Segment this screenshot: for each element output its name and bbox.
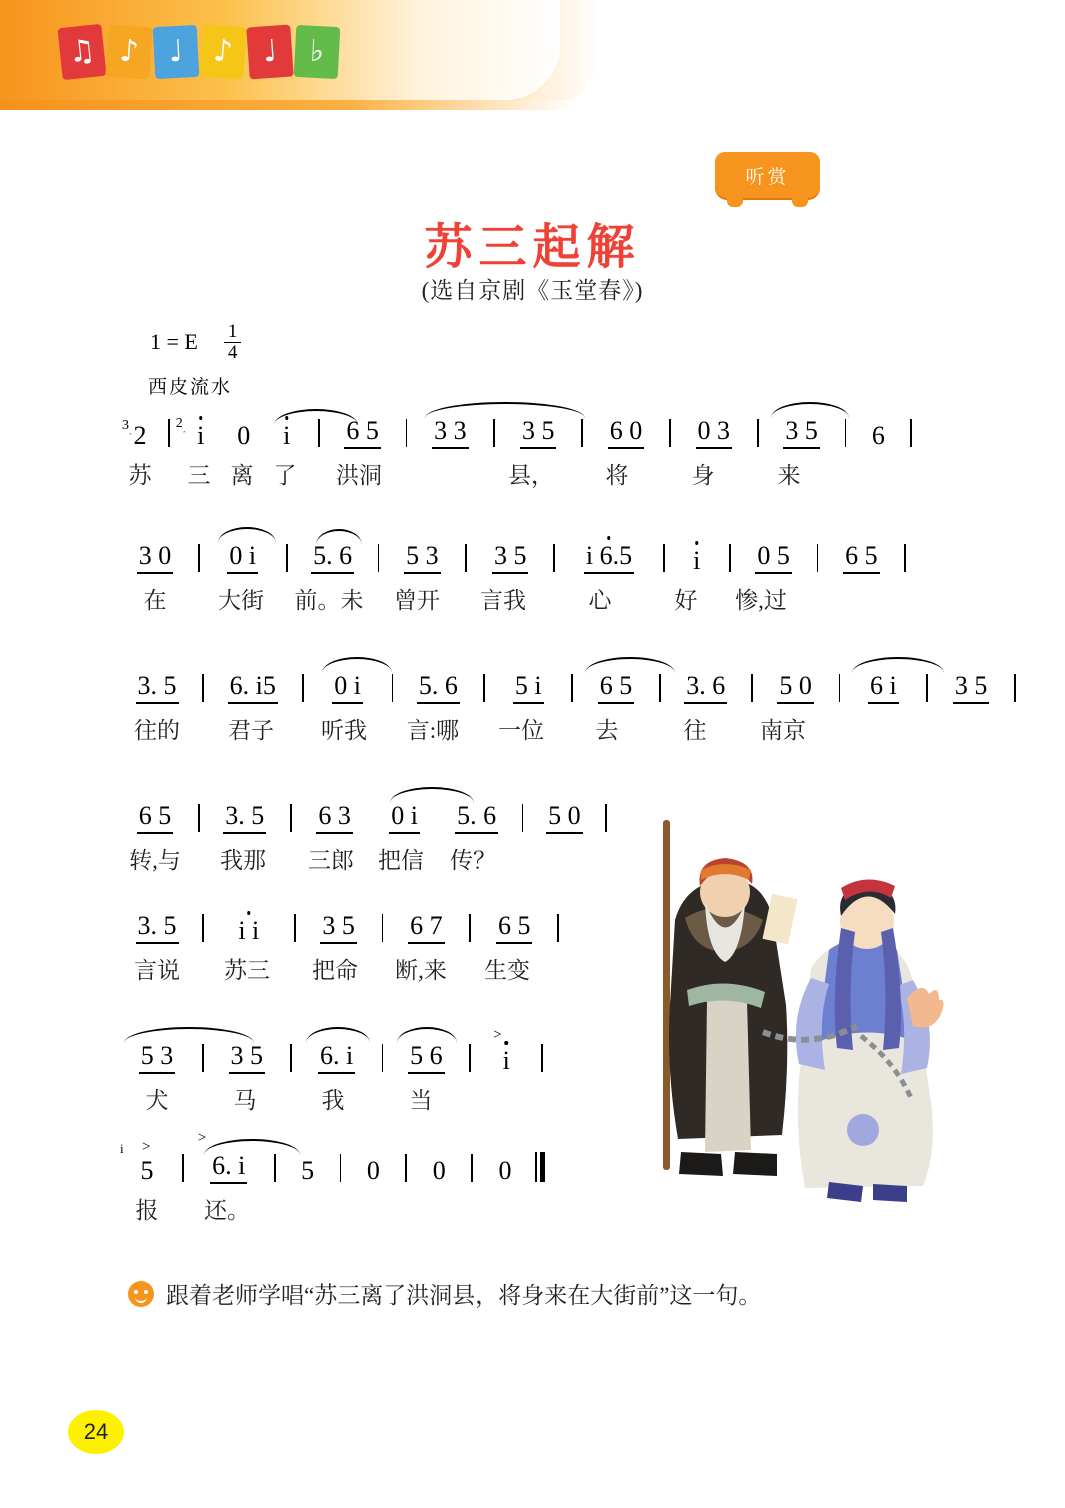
lyric: 前。未 <box>294 588 364 613</box>
note-cell <box>563 543 655 574</box>
note: 3 5 <box>320 913 357 944</box>
time-signature <box>224 322 242 363</box>
note-cell <box>493 673 563 704</box>
accent-mark: > <box>142 1139 151 1155</box>
note-cell <box>415 1158 463 1184</box>
note: 6. i <box>318 1043 355 1074</box>
note-block-5: ♩ <box>246 25 294 80</box>
note: 2 <box>133 421 147 450</box>
barline <box>182 1154 184 1182</box>
lyrics-row-3 <box>120 712 1024 746</box>
note-cell <box>208 803 282 834</box>
note: 6 i <box>868 673 899 704</box>
lyrics-row-7 <box>120 1192 545 1226</box>
lyric: 君子 <box>228 718 274 743</box>
note: 6 5 <box>137 803 174 834</box>
lyrics-row-6 <box>120 1082 551 1116</box>
barline <box>557 914 559 942</box>
note-cell <box>192 1130 266 1184</box>
note: 5 3 <box>139 1043 176 1074</box>
note: 3 5 <box>953 673 990 704</box>
note-cell <box>391 1043 461 1074</box>
note-cell <box>479 1027 533 1075</box>
note-cell <box>401 673 475 704</box>
note-cell <box>854 423 902 449</box>
page-header-banner <box>0 0 600 110</box>
note-block-6: ♭ <box>294 25 341 79</box>
barline <box>751 674 753 702</box>
lyric: 了 <box>273 463 297 488</box>
note-cell <box>312 673 384 704</box>
note-cell <box>328 418 398 449</box>
note: 3 5 <box>492 543 529 574</box>
page-subtitle: (选自京剧《玉堂春》) <box>421 278 644 303</box>
barline <box>198 544 200 572</box>
notes-row-6 <box>120 1027 551 1075</box>
barline <box>483 674 485 702</box>
note-block-3: ♩ <box>153 25 200 79</box>
note: 6 5 <box>496 913 533 944</box>
note: i i <box>238 916 260 945</box>
note-cell <box>591 418 661 449</box>
time-signature-numerator: 1 <box>224 322 242 343</box>
lyric: 言我 <box>480 588 526 613</box>
note: 5 6 <box>408 1043 445 1074</box>
barline <box>405 1154 407 1182</box>
barline <box>659 674 661 702</box>
barline <box>202 674 204 702</box>
note: 5. 6 <box>455 803 498 834</box>
lyric: 去 <box>595 718 619 743</box>
notes-row-3 <box>120 660 1024 704</box>
lyric: 苏 <box>128 463 152 488</box>
note: 6. i <box>210 1153 247 1184</box>
barline <box>729 544 731 572</box>
barline <box>382 914 384 942</box>
note: 0 5 <box>755 543 792 574</box>
barline <box>290 1044 292 1072</box>
barline <box>471 1154 473 1182</box>
barline <box>910 419 912 447</box>
barline <box>571 674 573 702</box>
note-cell <box>120 543 190 574</box>
note-cell <box>581 673 651 704</box>
lyric: 身 <box>691 463 715 488</box>
barline <box>845 419 847 447</box>
note-cell <box>212 1043 282 1074</box>
note-cell <box>936 673 1006 704</box>
lyric: 生变 <box>484 958 530 983</box>
note-cell <box>349 1158 397 1184</box>
score-system-5 <box>120 900 567 986</box>
lyric: 南京 <box>760 718 806 743</box>
practice-task <box>128 1277 761 1310</box>
note-cell <box>296 543 370 574</box>
barline <box>605 804 607 832</box>
note: 0 <box>237 421 251 450</box>
notes-row-2 <box>120 530 914 574</box>
time-signature-denominator: 4 <box>227 341 238 363</box>
note: 5 0 <box>546 803 583 834</box>
note: 6 0 <box>608 418 645 449</box>
note: 6 5 <box>843 543 880 574</box>
note: 3. 6 <box>684 673 727 704</box>
note-cell <box>391 913 461 944</box>
note: 6 5 <box>344 418 381 449</box>
barline <box>839 674 841 702</box>
note: 5 3 <box>404 543 441 574</box>
lyric: 往的 <box>134 718 180 743</box>
barline <box>541 1044 543 1072</box>
lyric: 往 <box>683 718 707 743</box>
note: i <box>283 421 291 450</box>
page-title: 苏三起解 <box>424 221 641 274</box>
lyric: 犬 <box>145 1088 169 1113</box>
note-cell <box>208 543 278 574</box>
note-block-2: ♪ <box>105 25 153 80</box>
score-system-7 <box>120 1130 545 1226</box>
lyrics-row-4 <box>120 842 615 876</box>
lyric: 三郎 <box>308 848 354 873</box>
note-cell <box>415 418 485 449</box>
key-signature <box>150 322 241 363</box>
note-cell <box>479 913 549 944</box>
barline <box>553 544 555 572</box>
lyric: 好 <box>674 588 698 613</box>
lyric: 把命 <box>312 958 358 983</box>
note: 6. i5 <box>228 673 278 704</box>
tempo-marking: 西皮流水 <box>148 377 233 398</box>
lyric: 断,来 <box>395 958 447 983</box>
barline <box>294 914 296 942</box>
lyrics-row-2 <box>120 582 914 616</box>
note: i <box>197 421 205 450</box>
peking-opera-illustration <box>615 800 965 1220</box>
note: 5. 6 <box>311 543 354 574</box>
lyric: 马 <box>233 1088 257 1113</box>
note: 6 5 <box>598 673 635 704</box>
barline <box>469 1044 471 1072</box>
listening-activity-tag: 听赏 <box>715 152 820 198</box>
barline <box>202 1044 204 1072</box>
lyric: 听我 <box>321 718 367 743</box>
note: 5 0 <box>777 673 814 704</box>
note-cell <box>120 1043 194 1074</box>
lyric: 离 <box>230 463 254 488</box>
barline <box>340 1154 342 1182</box>
note-cell <box>673 548 721 574</box>
score-system-3 <box>120 660 1024 746</box>
note-cell <box>264 423 310 449</box>
note-cell <box>503 418 573 449</box>
note-cell <box>300 1043 374 1074</box>
note-block-1: ♫ <box>57 24 106 80</box>
barline <box>926 674 928 702</box>
accent-mark: > <box>197 1130 207 1146</box>
barline <box>817 544 819 572</box>
note: 3. 5 <box>136 673 179 704</box>
score-system-1 <box>120 405 920 491</box>
note-cell <box>120 673 194 704</box>
note: 3 5 <box>783 418 820 449</box>
lyric: 报 <box>135 1198 159 1223</box>
notes-row-4 <box>120 790 615 834</box>
note-cell <box>440 803 514 834</box>
lyrics-row-5 <box>120 952 567 986</box>
note: 5 <box>140 1156 154 1185</box>
note: i <box>693 546 701 575</box>
note: 5 i <box>513 673 544 704</box>
lyric: 三 <box>187 463 211 488</box>
note: 0 3 <box>696 418 733 449</box>
note-cell <box>120 1139 174 1185</box>
note-cell <box>761 673 831 704</box>
note-cell <box>387 543 457 574</box>
note-cell <box>826 543 896 574</box>
accent-mark: > <box>493 1027 502 1043</box>
note-cell <box>120 418 160 450</box>
note: 3 5 <box>229 1043 266 1074</box>
barline <box>290 804 292 832</box>
note: 6 <box>871 421 885 450</box>
lyric: 惨,过 <box>735 588 787 613</box>
barline <box>465 544 467 572</box>
lyrics-row-1 <box>120 457 920 491</box>
note: 0 <box>366 1156 380 1185</box>
lyric: 曾开 <box>394 588 440 613</box>
note-cell <box>767 418 837 449</box>
note: 6 3 <box>316 803 353 834</box>
key-signature-text: 1 = E <box>150 329 198 355</box>
notes-row-5 <box>120 900 567 944</box>
note-cell <box>679 418 749 449</box>
lyric: 言:哪 <box>406 718 460 743</box>
barline <box>581 419 583 447</box>
grace-note: i <box>120 1141 124 1156</box>
lyric: 当 <box>409 1088 433 1113</box>
note-block-4: ♪ <box>199 24 247 80</box>
note: 6 7 <box>408 913 445 944</box>
lyric: 传？ <box>450 848 496 873</box>
barline <box>378 544 380 572</box>
note: 3. 5 <box>223 803 266 834</box>
banner-underline <box>0 100 575 110</box>
lyric: 我 <box>321 1088 345 1113</box>
note-cell <box>481 1158 529 1184</box>
lyric: 来 <box>777 463 801 488</box>
note-cell <box>224 423 264 449</box>
barline <box>757 419 759 447</box>
slur <box>852 657 944 673</box>
barline <box>382 1044 384 1072</box>
lyric: 将 <box>605 463 629 488</box>
barline <box>198 804 200 832</box>
note: i <box>502 1046 510 1075</box>
barline <box>522 804 524 832</box>
score-system-2 <box>120 530 914 616</box>
note: 5 <box>301 1156 315 1185</box>
note: 3 5 <box>520 418 557 449</box>
score-system-4 <box>120 790 615 876</box>
lyric: 一位 <box>498 718 544 743</box>
lyric: 还。 <box>204 1198 250 1223</box>
note-cell <box>531 803 597 834</box>
lyric: 我那 <box>220 848 266 873</box>
barline <box>202 914 204 942</box>
note: 0 i <box>389 803 420 834</box>
note: 3 3 <box>432 418 469 449</box>
barline <box>274 1154 276 1182</box>
barline <box>469 914 471 942</box>
final-barline <box>535 1152 545 1182</box>
barline <box>904 544 906 572</box>
note-cell <box>120 803 190 834</box>
notes-row-7 <box>120 1130 545 1185</box>
lyric: 在 <box>143 588 167 613</box>
barline <box>669 419 671 447</box>
barline <box>406 419 408 447</box>
lyric: 洪洞 <box>336 463 382 488</box>
barline <box>302 674 304 702</box>
barline <box>493 419 495 447</box>
notes-row-1 <box>120 405 920 449</box>
note-cell <box>304 913 374 944</box>
lyric: 大街 <box>218 588 264 613</box>
note: 0 <box>498 1156 512 1185</box>
grace-note: $3_˰$ <box>122 418 132 435</box>
note: 5. 6 <box>417 673 460 704</box>
smiley-face-icon <box>128 1281 154 1307</box>
note-cell <box>475 543 545 574</box>
note: 0 i <box>332 673 363 704</box>
lyric: 县， <box>508 463 554 488</box>
note: 3. 5 <box>136 913 179 944</box>
grace-note: $2_˰$ <box>175 416 186 433</box>
lyric: 言说 <box>134 958 180 983</box>
barline <box>286 544 288 572</box>
note: 0 i <box>227 543 258 574</box>
note-cell <box>370 803 440 834</box>
note-cell <box>669 673 743 704</box>
note: 3 0 <box>137 543 174 574</box>
note: i 6.5 <box>584 543 634 574</box>
page-number: 24 <box>68 1410 124 1454</box>
note-cell <box>175 416 224 450</box>
lyric: 苏三 <box>224 958 270 983</box>
note-cell <box>739 543 809 574</box>
score-system-6 <box>120 1027 551 1116</box>
note-cell <box>120 913 194 944</box>
note-cell <box>212 673 294 704</box>
barline <box>168 419 170 447</box>
note-cell <box>284 1158 332 1184</box>
lyric: 心 <box>588 588 612 613</box>
barline <box>1014 674 1016 702</box>
barline <box>392 674 394 702</box>
banner-note-blocks <box>60 26 339 78</box>
note-cell <box>300 803 370 834</box>
practice-task-text: 跟着老师学唱“苏三离了洪洞县，将身来在大街前”这一句。 <box>166 1283 762 1308</box>
note-cell <box>848 673 918 704</box>
barline <box>663 544 665 572</box>
note: 0 <box>432 1156 446 1185</box>
lyric: 转,与 <box>129 848 181 873</box>
note-cell <box>212 918 286 944</box>
lyric: 把信 <box>378 848 424 873</box>
